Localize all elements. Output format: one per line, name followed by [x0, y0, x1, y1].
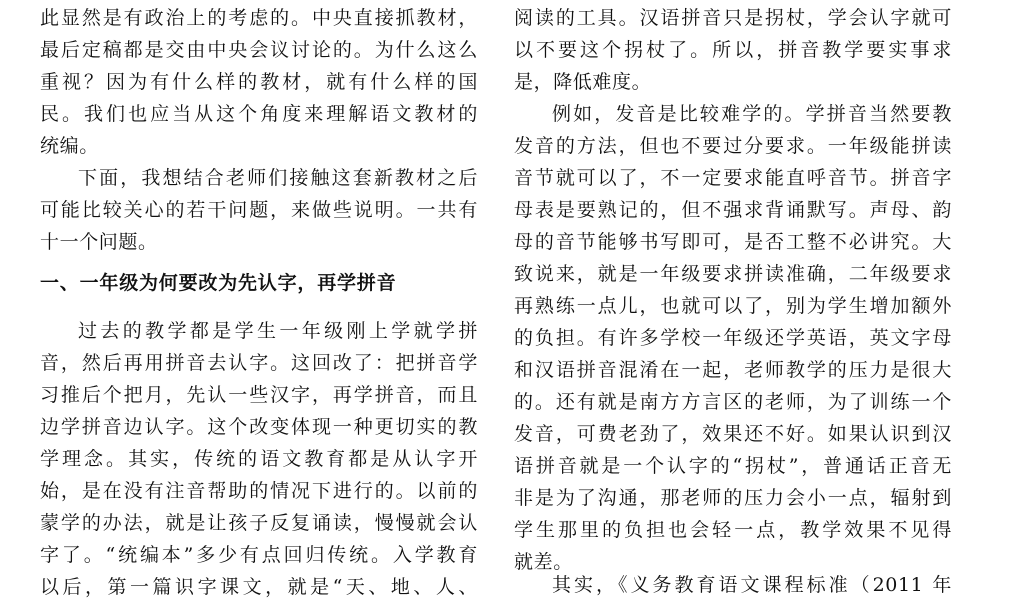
text-line: 非是为了沟通，那老师的压力会小一点，辐射到 — [514, 487, 952, 509]
text-line: 的负担。有许多学校一年级还学英语，英文字母 — [514, 327, 952, 349]
text-line: 发音，可费老劲了，效果还不好。如果认识到汉 — [514, 423, 952, 445]
text-line: 过去的教学都是学生一年级刚上学就学拼 — [78, 320, 478, 342]
text-line: 边学拼音边认字。这个改变体现一种更切实的教 — [40, 416, 478, 438]
text-line: 始，是在没有注音帮助的情况下进行的。以前的 — [40, 480, 478, 502]
text-line: 和汉语拼音混淆在一起，老师教学的压力是很大 — [514, 359, 952, 381]
text-line: 例如，发音是比较难学的。学拼音当然要教 — [552, 103, 952, 125]
text-line: 下面，我想结合老师们接触这套新教材之后 — [78, 167, 478, 189]
text-line: 学理念。其实，传统的语文教育都是从认字开 — [40, 448, 478, 470]
text-line: 以后，第一篇识字课文，就是“天、地、人、 — [40, 576, 478, 598]
text-line: 可能比较关心的若干问题，来做些说明。一共有 — [40, 199, 478, 221]
text-line: 字了。“统编本”多少有点回归传统。入学教育 — [40, 544, 478, 566]
text-line: 就差。 — [514, 551, 573, 573]
text-line: 母的音节能够书写即可，是否工整不必讲究。大 — [514, 231, 952, 253]
text-line: 语拼音就是一个认字的“拐杖”，普通话正音无 — [514, 455, 952, 477]
text-line: 音，然后再用拼音去认字。这回改了：把拼音学 — [40, 352, 478, 374]
text-line: 阅读的工具。汉语拼音只是拐杖，学会认字就可 — [514, 7, 952, 29]
text-line: 是，降低难度。 — [514, 71, 652, 93]
text-line: 最后定稿都是交由中央会议讨论的。为什么这么 — [40, 39, 478, 61]
text-line: 民。我们也应当从这个角度来理解语文教材的 — [40, 103, 478, 125]
text-line: 以不要这个拐杖了。所以，拼音教学要实事求 — [514, 39, 952, 61]
text-line: 此显然是有政治上的考虑的。中央直接抓教材， — [40, 7, 478, 29]
text-line: 的。还有就是南方方言区的老师，为了训练一个 — [514, 391, 952, 413]
section-heading: 一、一年级为何要改为先认字，再学拼音 — [40, 272, 397, 294]
text-line: 致说来，就是一年级要求拼读准确，二年级要求 — [514, 263, 952, 285]
text-line: 蒙学的办法，就是让孩子反复诵读，慢慢就会认 — [40, 512, 478, 534]
text-line: 其实，《义务教育语文课程标准（2011 年 — [552, 574, 952, 596]
text-line: 习推后个把月，先认一些汉字，再学拼音，而且 — [40, 384, 478, 406]
text-line: 重视？因为有什么样的教材，就有什么样的国 — [40, 71, 478, 93]
text-line: 发音的方法，但也不要过分要求。一年级能拼读 — [514, 135, 952, 157]
text-line: 十一个问题。 — [40, 231, 158, 253]
text-line: 学生那里的负担也会轻一点，教学效果不见得 — [514, 519, 952, 541]
text-line: 音节就可以了，不一定要求能直呼音节。拼音字 — [514, 167, 952, 189]
text-line: 再熟练一点儿，也就可以了，别为学生增加额外 — [514, 295, 952, 317]
text-line: 母表是要熟记的，但不强求背诵默写。声母、韵 — [514, 199, 952, 221]
text-line: 统编。 — [40, 135, 99, 157]
